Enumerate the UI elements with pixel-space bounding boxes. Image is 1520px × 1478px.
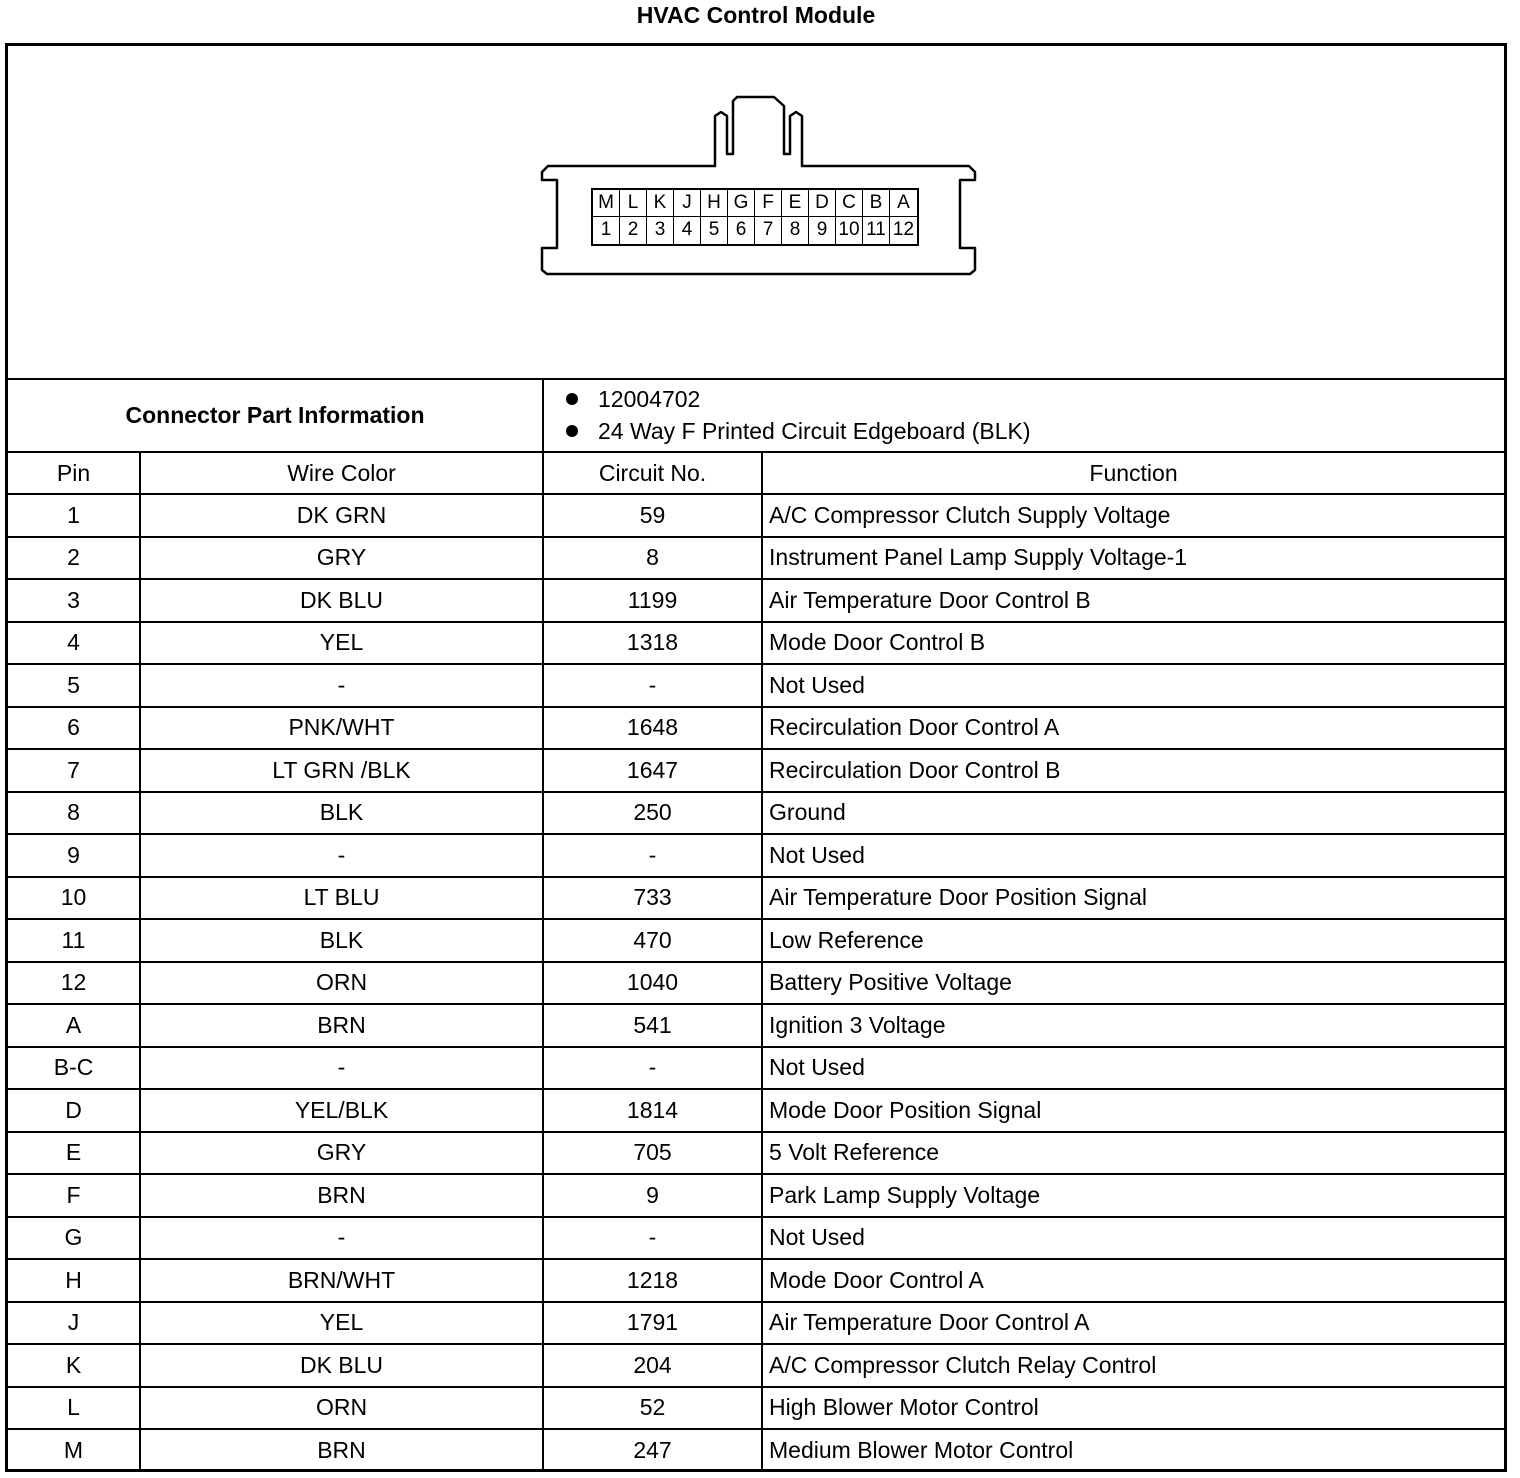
- connector-pin-label: H: [701, 190, 728, 217]
- pin-cell-value: 3: [8, 579, 140, 622]
- wire-color-cell: BLK: [140, 919, 543, 962]
- pin-cell-value: 6: [8, 707, 140, 750]
- circuit-number-cell: 204: [543, 1344, 762, 1387]
- connector-pin-label: 5: [701, 217, 728, 244]
- pin-cell-value: H: [8, 1259, 140, 1302]
- pin-cell-value: 1: [8, 494, 140, 537]
- table-row: [8, 622, 1504, 665]
- function-cell: Ground: [762, 792, 1504, 835]
- pin-cell-value: D: [8, 1089, 140, 1132]
- wire-color-cell: YEL: [140, 1302, 543, 1345]
- connector-diagram: [8, 46, 1504, 380]
- circuit-number-cell: 59: [543, 494, 762, 537]
- circuit-number-cell: -: [543, 1047, 762, 1090]
- circuit-number-cell: -: [543, 664, 762, 707]
- connector-pin-label: D: [809, 190, 836, 217]
- wire-color-cell: BRN/WHT: [140, 1259, 543, 1302]
- table-row: [8, 664, 1504, 707]
- wire-color-cell: -: [140, 1217, 543, 1260]
- function-cell: Ignition 3 Voltage: [762, 1004, 1504, 1047]
- circuit-number-cell: 247: [543, 1429, 762, 1471]
- circuit-number-cell: 8: [543, 537, 762, 580]
- pin-cell-value: 8: [8, 792, 140, 835]
- circuit-number-cell: 1218: [543, 1259, 762, 1302]
- table-row: [8, 1174, 1504, 1217]
- part-description: 24 Way F Printed Circuit Edgeboard (BLK): [566, 415, 1504, 447]
- function-cell: Not Used: [762, 834, 1504, 877]
- circuit-number-cell: 250: [543, 792, 762, 835]
- function-cell: Not Used: [762, 1047, 1504, 1090]
- wire-color-cell: LT GRN /BLK: [140, 749, 543, 792]
- wire-color-cell: GRY: [140, 1132, 543, 1175]
- connector-pin-label: 12: [892, 219, 915, 240]
- circuit-number-cell: 470: [543, 919, 762, 962]
- wire-color-cell: YEL/BLK: [140, 1089, 543, 1132]
- table-row: [8, 1429, 1504, 1471]
- table-row: [8, 707, 1504, 750]
- connector-pin-label: 6: [728, 217, 755, 244]
- page-title: HVAC Control Module: [636, 2, 876, 28]
- connector-pin-label: K: [647, 190, 674, 217]
- circuit-number-cell: 1318: [543, 622, 762, 665]
- function-cell: Recirculation Door Control B: [762, 749, 1504, 792]
- connector-pin-label: 9: [809, 217, 836, 244]
- wire-color-cell: DK BLU: [140, 579, 543, 622]
- wire-color-cell: DK BLU: [140, 1344, 543, 1387]
- table-row: [8, 1387, 1504, 1430]
- function-cell: Recirculation Door Control A: [762, 707, 1504, 750]
- column-header-wire-color: Wire Color: [140, 452, 543, 494]
- wire-color-cell: GRY: [140, 537, 543, 580]
- table-row: [8, 537, 1504, 580]
- table-row: [8, 1217, 1504, 1260]
- pin-cell-value: 10: [8, 877, 140, 920]
- wire-color-cell: ORN: [140, 1387, 543, 1430]
- circuit-number-cell: -: [543, 834, 762, 877]
- function-cell: 5 Volt Reference: [762, 1132, 1504, 1175]
- connector-pin-label: F: [755, 190, 782, 217]
- table-row: [8, 919, 1504, 962]
- function-cell: Park Lamp Supply Voltage: [762, 1174, 1504, 1217]
- function-cell: Low Reference: [762, 919, 1504, 962]
- column-header-function: Function: [762, 452, 1504, 494]
- pin-cell-value: M: [8, 1429, 140, 1471]
- table-header-row: [8, 452, 1504, 494]
- connector-pin-label: C: [836, 190, 863, 217]
- circuit-number-cell: 1199: [543, 579, 762, 622]
- function-cell: Mode Door Position Signal: [762, 1089, 1504, 1132]
- pin-cell-value: G: [8, 1217, 140, 1260]
- pin-cell-value: 7: [8, 749, 140, 792]
- circuit-number-cell: 1814: [543, 1089, 762, 1132]
- connector-pin-label: 7: [755, 217, 782, 244]
- circuit-number-cell: 1040: [543, 962, 762, 1005]
- circuit-number-cell: -: [543, 1217, 762, 1260]
- connector-part-info-list: [543, 379, 1504, 452]
- pin-cell-value: K: [8, 1344, 140, 1387]
- circuit-number-cell: 541: [543, 1004, 762, 1047]
- function-cell: Air Temperature Door Control B: [762, 579, 1504, 622]
- pin-cell-value: F: [8, 1174, 140, 1217]
- circuit-number-cell: 705: [543, 1132, 762, 1175]
- pin-cell-value: 11: [8, 919, 140, 962]
- table-row: [8, 792, 1504, 835]
- circuit-number-cell: 1647: [543, 749, 762, 792]
- connector-pin-label: J: [674, 190, 701, 217]
- function-cell: A/C Compressor Clutch Relay Control: [762, 1344, 1504, 1387]
- connector-pin-label: B: [863, 190, 890, 217]
- table-row: [8, 834, 1504, 877]
- pin-cell-value: J: [8, 1302, 140, 1345]
- part-number: 12004702: [566, 383, 1504, 415]
- connector-pin-label: 11: [863, 217, 890, 244]
- function-cell: Not Used: [762, 1217, 1504, 1260]
- table-row: [8, 877, 1504, 920]
- pin-cell-value: 4: [8, 622, 140, 665]
- wire-color-cell: YEL: [140, 622, 543, 665]
- pin-cell-value: E: [8, 1132, 140, 1175]
- table-row: [8, 579, 1504, 622]
- function-cell: Air Temperature Door Position Signal: [762, 877, 1504, 920]
- column-header-circuit: Circuit No.: [543, 452, 762, 494]
- wire-color-cell: BLK: [140, 792, 543, 835]
- wire-color-cell: PNK/WHT: [140, 707, 543, 750]
- function-cell: Medium Blower Motor Control: [762, 1429, 1504, 1471]
- function-cell: Instrument Panel Lamp Supply Voltage-1: [762, 537, 1504, 580]
- function-cell: Air Temperature Door Control A: [762, 1302, 1504, 1345]
- connector-pin-label: L: [620, 190, 647, 217]
- column-header-pin: Pin: [8, 452, 140, 494]
- pin-cell-value: 5: [8, 664, 140, 707]
- connector-pin-label: 4: [674, 217, 701, 244]
- connector-pin-label: G: [728, 190, 755, 217]
- connector-pin-label: 1: [593, 217, 620, 244]
- pin-cell-value: 12: [8, 962, 140, 1005]
- wire-color-cell: LT BLU: [140, 877, 543, 920]
- pin-cell-value: B-C: [8, 1047, 140, 1090]
- connector-pin-label: 10: [836, 217, 863, 244]
- table-row: [8, 1089, 1504, 1132]
- circuit-number-cell: 733: [543, 877, 762, 920]
- function-cell: Not Used: [762, 664, 1504, 707]
- connector-pin-label: M: [593, 190, 620, 217]
- connector-pin-label: 8: [782, 217, 809, 244]
- function-cell: Mode Door Control A: [762, 1259, 1504, 1302]
- pin-cell-value: A: [8, 1004, 140, 1047]
- function-cell: Battery Positive Voltage: [762, 962, 1504, 1005]
- connector-frame: [5, 43, 1507, 1472]
- connector-pin-grid: [591, 188, 919, 246]
- connector-part-info-row: [8, 379, 1504, 452]
- table-row: [8, 1259, 1504, 1302]
- connector-pin-label: 3: [647, 217, 674, 244]
- wire-color-cell: BRN: [140, 1174, 543, 1217]
- connector-pin-label: A: [890, 190, 917, 217]
- wire-color-cell: BRN: [140, 1004, 543, 1047]
- function-cell: High Blower Motor Control: [762, 1387, 1504, 1430]
- table-row: [8, 1047, 1504, 1090]
- connector-pin-label: E: [782, 190, 809, 217]
- table-row: [8, 1344, 1504, 1387]
- table-row: [8, 1132, 1504, 1175]
- function-cell: A/C Compressor Clutch Supply Voltage: [762, 494, 1504, 537]
- circuit-number-cell: 1648: [543, 707, 762, 750]
- connector-part-info-label: Connector Part Information: [8, 379, 543, 452]
- wire-color-cell: DK GRN: [140, 494, 543, 537]
- table-row: [8, 1302, 1504, 1345]
- wire-color-cell: -: [140, 1047, 543, 1090]
- table-row: [8, 494, 1504, 537]
- pin-cell-value: L: [8, 1387, 140, 1430]
- pin-cell-value: 2: [8, 537, 140, 580]
- pin-cell-value: 9: [8, 834, 140, 877]
- circuit-number-cell: 1791: [543, 1302, 762, 1345]
- wire-color-cell: BRN: [140, 1429, 543, 1471]
- circuit-number-cell: 52: [543, 1387, 762, 1430]
- circuit-number-cell: 9: [543, 1174, 762, 1217]
- table-row: [8, 962, 1504, 1005]
- wire-color-cell: -: [140, 664, 543, 707]
- pinout-table: [8, 379, 1504, 1471]
- connector-pin-label: 2: [620, 217, 647, 244]
- wire-color-cell: -: [140, 834, 543, 877]
- table-row: [8, 749, 1504, 792]
- table-row: [8, 1004, 1504, 1047]
- wire-color-cell: ORN: [140, 962, 543, 1005]
- function-cell: Mode Door Control B: [762, 622, 1504, 665]
